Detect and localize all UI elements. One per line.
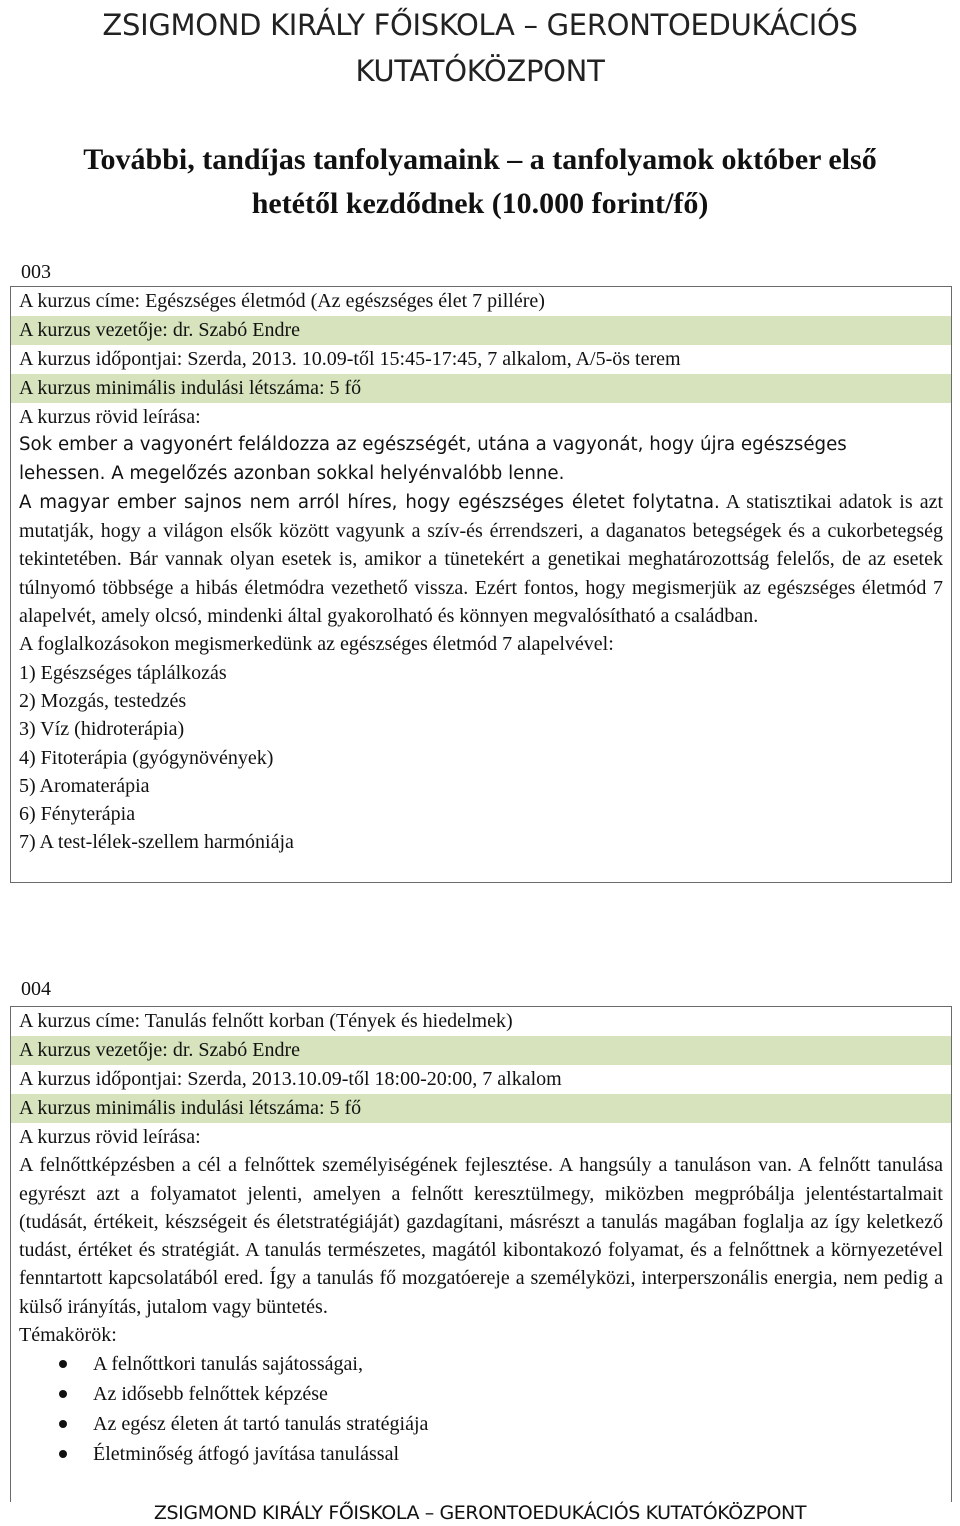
list-item: 5) Aromaterápia <box>19 774 150 797</box>
description-text: A statisztikai adatok is azt mutatják, hogy a világon elsők között vagyunk a szív-és érrendszeri, a daganatos betegségek és a cukorbetegség tekintetében. Bár vannak olyan esetek is, amikor a tünetekért a genetikai meghatározottság felelős, de az esetek túlnyomó többsége a hibás életmódra vezethető vissza. Ezért fontos, hogy megismerjük az egészséges életmód 7 alapelvét, amely olcsó, mindenki által gyakorolható és könnyen megvalósítható a családban. <box>19 490 944 628</box>
list-item: 1) Egészséges táplálkozás <box>19 661 227 684</box>
description-paragraph: A felnőttképzésben a cél a felnőttek személyiségének fejlesztése. A hangsúly a tanuláson van. A felnőtt tanulása egyrészt azt a folyamatot jelenti, amelyen a felnőtt keresztülmegy, miközben megpróbálja jelentéstartalmait (tudását, értékeit, készségeit és életstratégiáját) gazdagítani, másrészt a tanulás magában foglalja az így keletkező tudást, értéket és stratégiát. A tanulás természetes, magától kibontakozó folyamat, és a felnőttnek a környezetével fenntartott kapcsolatából ered. Így a tanulás fő mozgatóereje a személyközi, interperszonális energia, nem pedig a külső irányítás, jutalom vagy büntetés. <box>19 1154 943 1318</box>
course-box-003 <box>10 286 952 883</box>
page-header <box>0 2 960 94</box>
course-min-row: A kurzus minimális indulási létszáma: 5 fő <box>11 374 951 403</box>
page-title <box>0 138 960 226</box>
description-line-2: lehessen. A megelőzés azonban sokkal helyénvalóbb lenne. <box>19 462 565 484</box>
topic-text: A felnőttkori tanulás sajátosságai, <box>93 1353 363 1376</box>
course-code-004: 004 <box>21 978 51 1000</box>
list-item: 6) Fényterápia <box>19 803 136 826</box>
course-description <box>11 1123 951 1469</box>
course-leader-row: A kurzus vezetője: dr. Szabó Endre <box>11 1036 951 1065</box>
description-line-1: Sok ember a vagyonért feláldozza az egészségét, utána a vagyonát, hogy újra egészséges <box>19 434 847 456</box>
list-item <box>59 1409 943 1439</box>
list-item: 3) Víz (hidroterápia) <box>19 718 185 741</box>
title-line-1: További, tandíjas tanfolyamaink – a tanfolyamok október első <box>83 143 877 176</box>
page-footer: ZSIGMOND KIRÁLY FŐISKOLA – GERONTOEDUKÁCIÓS KUTATÓKÖZPONT <box>153 1502 807 1524</box>
course-box-004 <box>10 1006 952 1502</box>
list-item: 4) Fitoterápia (gyógynövények) <box>19 746 274 769</box>
topics-list <box>19 1349 943 1469</box>
bullet-icon <box>59 1450 67 1458</box>
topics-label: Témakörök: <box>19 1324 117 1347</box>
course-title-row: A kurzus címe: Tanulás felnőtt korban (Tények és hiedelmek) <box>19 1010 513 1032</box>
course-title-row: A kurzus címe: Egészséges életmód (Az egészséges élet 7 pillére) <box>19 290 545 312</box>
list-item <box>59 1439 943 1469</box>
principles-intro: A foglalkozásokon megismerkedünk az egészséges életmód 7 alapelvével: <box>19 633 614 656</box>
topic-text: Az idősebb felnőttek képzése <box>93 1383 328 1406</box>
course-dates-row: A kurzus időpontjai: Szerda, 2013.10.09-től 18:00-20:00, 7 alkalom <box>19 1068 562 1090</box>
topic-text: Az egész életen át tartó tanulás stratégiája <box>93 1413 429 1436</box>
course-min-row: A kurzus minimális indulási létszáma: 5 fő <box>11 1094 951 1123</box>
course-code-003: 003 <box>21 261 51 283</box>
list-item <box>59 1349 943 1379</box>
description-line-3: A magyar ember sajnos nem arról híres, hogy egészséges életet folytatna. <box>19 491 720 513</box>
course-leader-row: A kurzus vezetője: dr. Szabó Endre <box>11 316 951 345</box>
list-item <box>59 1379 943 1409</box>
course-description <box>11 403 951 857</box>
description-paragraph <box>19 488 943 630</box>
topic-text: Életminőség átfogó javítása tanulással <box>93 1443 400 1466</box>
title-line-2: hetétől kezdődnek (10.000 forint/fő) <box>251 187 709 220</box>
list-item: 7) A test-lélek-szellem harmóniája <box>19 831 294 854</box>
course-dates-row: A kurzus időpontjai: Szerda, 2013. 10.09-től 15:45-17:45, 7 alkalom, A/5-ös terem <box>19 348 681 370</box>
principles-list <box>19 659 943 857</box>
list-item: 2) Mozgás, testedzés <box>19 689 187 712</box>
bullet-icon <box>59 1390 67 1398</box>
description-label: A kurzus rövid leírása: <box>19 406 201 428</box>
header-line-2: KUTATÓKÖZPONT <box>355 54 605 88</box>
header-line-1: ZSIGMOND KIRÁLY FŐISKOLA – GERONTOEDUKÁCIÓS <box>102 8 858 42</box>
bullet-icon <box>59 1420 67 1428</box>
bullet-icon <box>59 1360 67 1368</box>
description-label: A kurzus rövid leírása: <box>19 1126 201 1148</box>
